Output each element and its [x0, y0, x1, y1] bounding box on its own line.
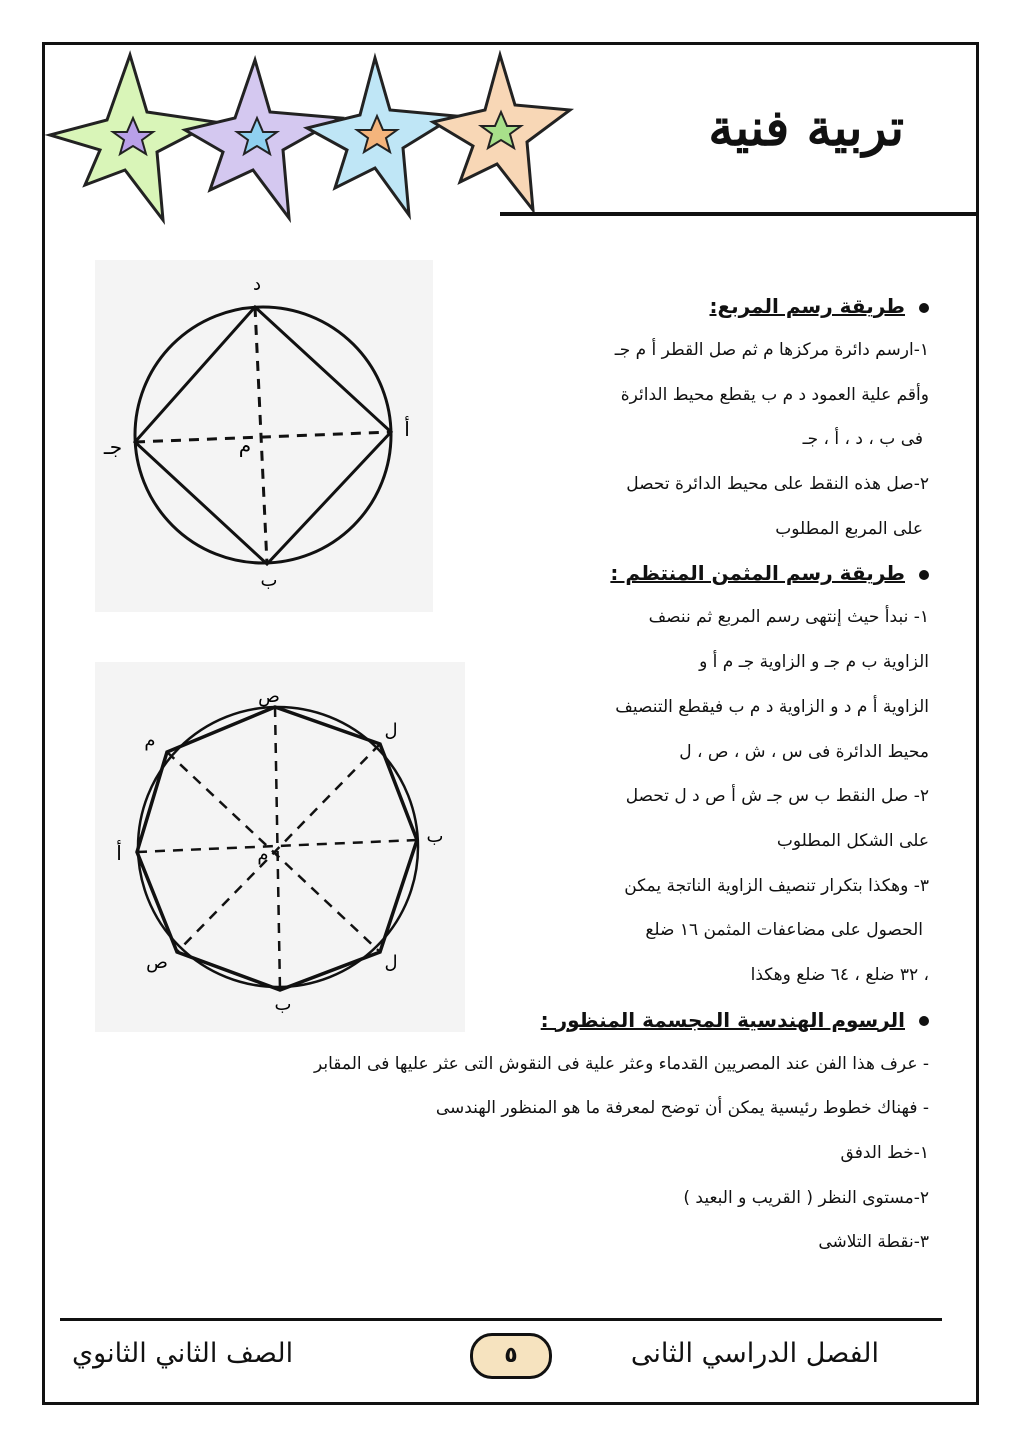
text-line: ٢-صل هذه النقط على محيط الدائرة تحصل [626, 474, 929, 495]
text-line: وأقم علية العمود د م ب يقطع محيط الدائرة [620, 384, 929, 405]
stars-decoration [45, 50, 575, 230]
main-content [109, 284, 929, 1265]
page-title: تربية فنية [708, 98, 904, 157]
text-line: محيط الدائرة فى س ، ش ، ص ، ل [679, 741, 929, 762]
octagon-label-top: ص [258, 686, 280, 707]
text-line: ، ٣٢ ضلع ، ٦٤ ضلع وهكذا [750, 964, 929, 985]
octagon-label-top-right: ل [384, 720, 398, 741]
text-line: ٣-نقطة التلاشى [818, 1232, 929, 1253]
text-line: على الشكل المطلوب [776, 830, 929, 851]
text-line: ٣- وهكذا بتكرار تنصيف الزاوية الناتجة يمكن [624, 875, 929, 896]
section-heading [109, 551, 929, 595]
octagon-label-bottom-right: ل [384, 952, 398, 973]
octagon-label-right: ب [426, 826, 444, 847]
text-line: ١-خط الدفق [840, 1143, 929, 1163]
section-heading [109, 998, 929, 1042]
octagon-label-center: م [257, 844, 269, 865]
square-label-top: د [252, 274, 262, 295]
section-perspective [109, 998, 929, 1265]
heading-text: طريقة رسم المربع: [709, 294, 905, 318]
text-line: - عرف هذا الفن عند المصريين القدماء وعثر علية فى النقوش التى عثر عليها فى المقابر [314, 1053, 929, 1074]
text-line: ٢- صل النقط ب س جـ ش أ ص د ل تحصل [625, 786, 929, 807]
star-orange-icon [433, 55, 570, 210]
text-line: على المربع المطلوب [775, 518, 923, 539]
section-octagon [109, 551, 929, 997]
text-line: ٢-مستوى النظر ( القريب و البعيد ) [683, 1187, 929, 1208]
square-label-right: أ [404, 417, 410, 441]
square-label-bottom: ب [260, 570, 278, 591]
page-number-badge: ٥ [470, 1333, 552, 1379]
star-green-icon [50, 55, 215, 220]
footer-divider [60, 1318, 942, 1321]
footer-semester: الفصل الدراسي الثانى [630, 1338, 879, 1369]
title-underline [500, 212, 978, 216]
text-line: الزاوية ب م جـ و الزاوية جـ م أ و [699, 652, 929, 673]
text-line: - فهناك خطوط رئيسية يمكن أن توضح لمعرفة ما هو المنظور الهندسى [435, 1098, 929, 1119]
bullet-icon [919, 570, 929, 580]
section-square [109, 284, 929, 551]
text-line: الحصول على مضاعفات المثمن ١٦ ضلع [645, 920, 923, 941]
section-heading [109, 284, 929, 328]
heading-text: طريقة رسم المثمن المنتظم : [610, 561, 905, 586]
heading-text: الرسوم الهندسية المجسمة المنظور : [540, 1007, 905, 1032]
octagon-label-bottom-left: ص [146, 952, 168, 973]
octagon-label-bottom: ب [274, 994, 292, 1015]
star-purple-icon [185, 60, 340, 218]
octagon-label-left: أ [116, 841, 122, 865]
bullet-icon [919, 1016, 929, 1026]
square-label-left: جـ [103, 435, 123, 459]
text-line: فى ب ، د ، أ ، جـ [802, 429, 923, 450]
text-line: الزاوية أ م د و الزاوية د م ب فيقطع التنصيف [615, 696, 929, 717]
text-line: ١-ارسم دائرة مركزها م ثم صل القطر أ م جـ [614, 340, 929, 360]
star-blue-icon [307, 58, 455, 215]
bullet-icon [919, 303, 929, 313]
footer-grade: الصف الثاني الثانوي [72, 1338, 294, 1369]
octagon-label-top-left: م [144, 730, 156, 751]
square-label-center: م [238, 433, 252, 457]
text-line: ١- نبدأ حيث إنتهى رسم المربع ثم ننصف [648, 607, 929, 628]
